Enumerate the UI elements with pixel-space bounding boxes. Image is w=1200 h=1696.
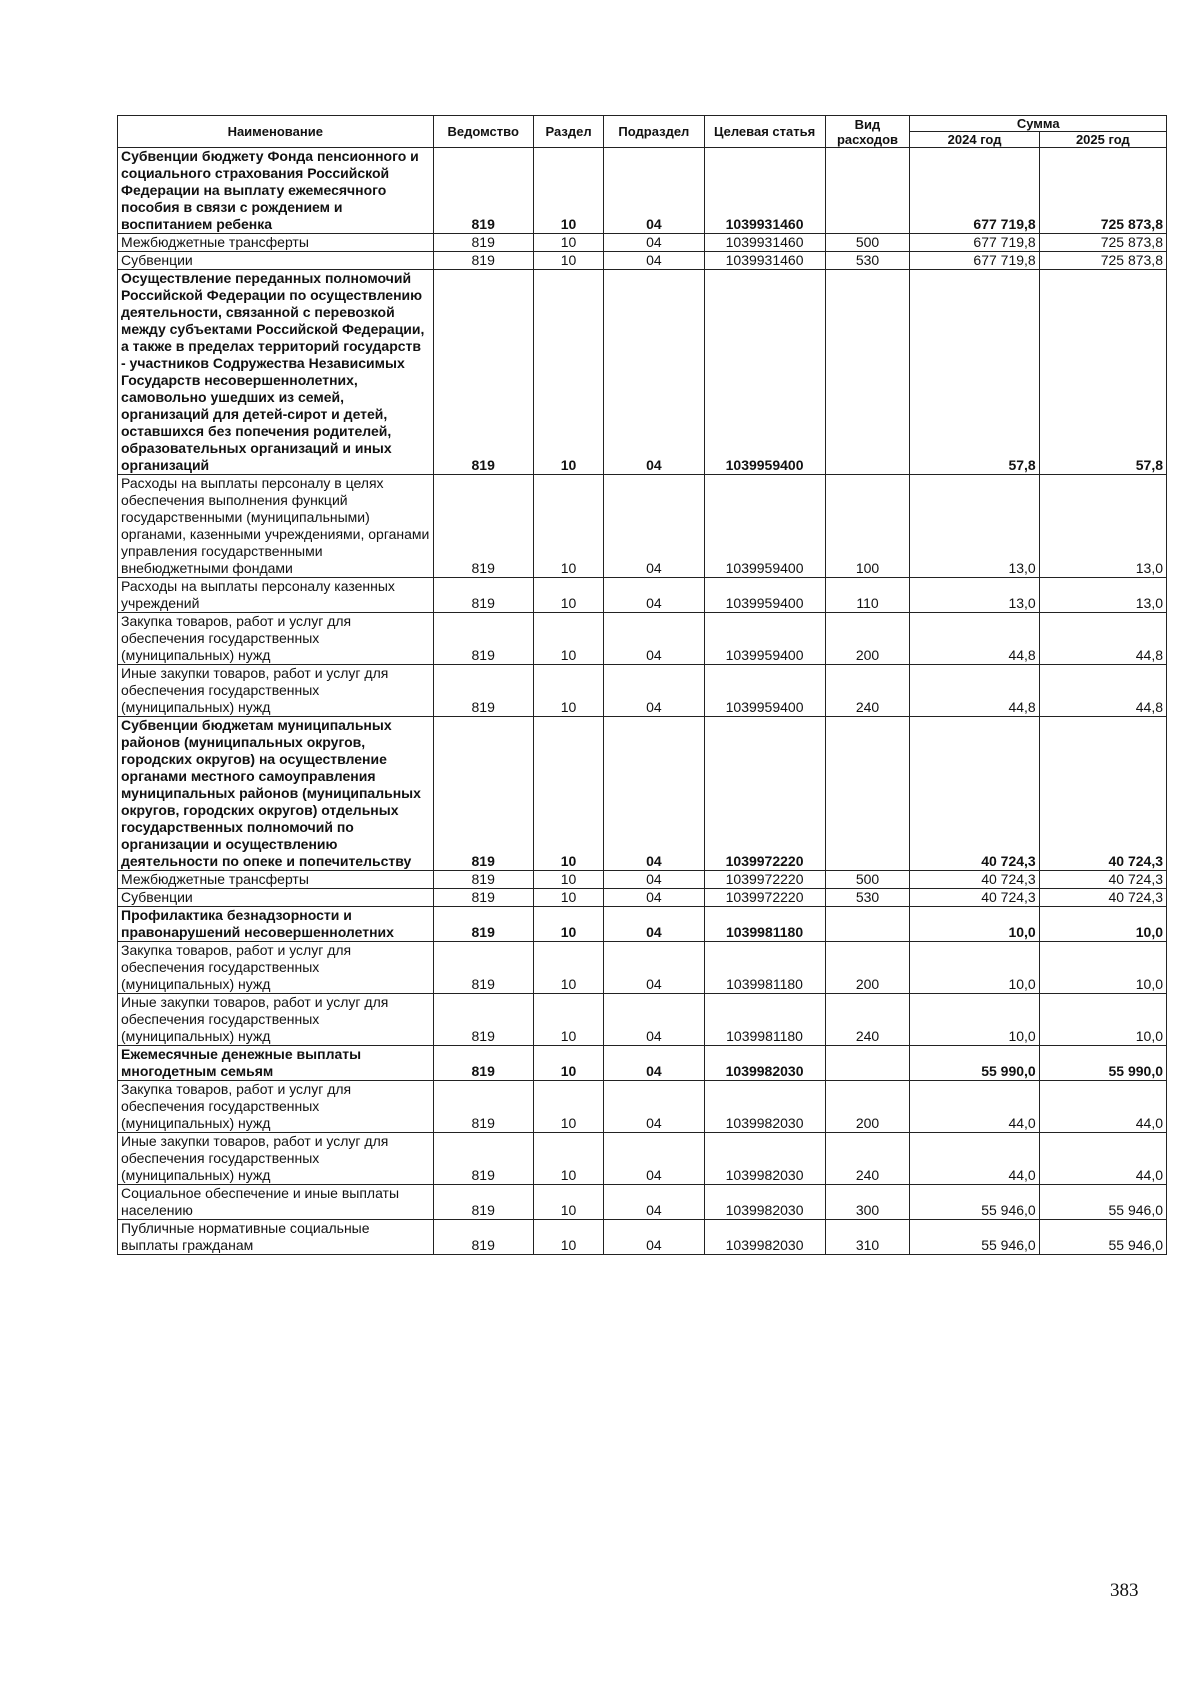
row-razdel-cell: 10 [533,665,603,717]
row-name-cell: Публичные нормативные социальные выплаты гражданам [118,1220,434,1255]
table-row [118,907,1167,942]
row-podrazdel-cell: 04 [604,942,704,994]
row-vid-rashodov-cell: 100 [825,475,910,578]
row-celevaya-statya-cell: 1039981180 [704,942,825,994]
row-celevaya-statya-cell: 1039982030 [704,1220,825,1255]
table-row [118,1081,1167,1133]
row-vid-rashodov-cell: 200 [825,942,910,994]
row-vid-rashodov-cell: 300 [825,1185,910,1220]
header-celevaya-statya: Целевая статья [704,116,825,148]
table-row [118,613,1167,665]
row-podrazdel-cell: 04 [604,1220,704,1255]
row-vid-rashodov-cell: 240 [825,1133,910,1185]
header-podrazdel: Подраздел [604,116,704,148]
row-sum-2024-cell: 55 946,0 [910,1185,1039,1220]
row-razdel-cell: 10 [533,942,603,994]
row-name-cell: Расходы на выплаты персоналу в целях обеспечения выполнения функций государственными (муниципальными) органами, казенными учреждениями, органами управления государственными внебюджетными фондами [118,475,434,578]
row-razdel-cell: 10 [533,717,603,871]
row-celevaya-statya-cell: 1039972220 [704,871,825,889]
row-vid-rashodov-cell: 240 [825,994,910,1046]
row-vid-rashodov-cell: 530 [825,889,910,907]
row-celevaya-statya-cell: 1039959400 [704,665,825,717]
page-number: 383 [1110,1580,1139,1601]
row-sum-2025-cell: 10,0 [1039,942,1166,994]
row-razdel-cell: 10 [533,234,603,252]
row-name-cell: Субвенции [118,252,434,270]
table-row [118,234,1167,252]
row-name-cell: Расходы на выплаты персоналу казенных учреждений [118,578,434,613]
table-header [118,116,1167,148]
row-vedomstvo-cell: 819 [433,871,533,889]
row-razdel-cell: 10 [533,148,603,234]
row-sum-2024-cell: 55 990,0 [910,1046,1039,1081]
row-razdel-cell: 10 [533,1133,603,1185]
row-sum-2025-cell: 725 873,8 [1039,148,1166,234]
row-podrazdel-cell: 04 [604,665,704,717]
row-sum-2025-cell: 40 724,3 [1039,889,1166,907]
row-vid-rashodov-cell [825,717,910,871]
table-row [118,871,1167,889]
row-razdel-cell: 10 [533,907,603,942]
row-vid-rashodov-cell: 530 [825,252,910,270]
row-podrazdel-cell: 04 [604,717,704,871]
row-vedomstvo-cell: 819 [433,942,533,994]
row-sum-2025-cell: 13,0 [1039,475,1166,578]
row-celevaya-statya-cell: 1039931460 [704,148,825,234]
row-sum-2025-cell: 44,0 [1039,1081,1166,1133]
row-name-cell: Социальное обеспечение и иные выплаты населению [118,1185,434,1220]
row-name-cell: Иные закупки товаров, работ и услуг для обеспечения государственных (муниципальных) нужд [118,994,434,1046]
row-name-cell: Иные закупки товаров, работ и услуг для обеспечения государственных (муниципальных) нужд [118,665,434,717]
row-name-cell: Закупка товаров, работ и услуг для обеспечения государственных (муниципальных) нужд [118,613,434,665]
row-sum-2025-cell: 725 873,8 [1039,252,1166,270]
row-sum-2025-cell: 725 873,8 [1039,234,1166,252]
row-vid-rashodov-cell: 310 [825,1220,910,1255]
row-name-cell: Профилактика безнадзорности и правонарушений несовершеннолетних [118,907,434,942]
row-vedomstvo-cell: 819 [433,252,533,270]
row-vid-rashodov-cell: 110 [825,578,910,613]
row-sum-2024-cell: 44,0 [910,1081,1039,1133]
row-sum-2024-cell: 13,0 [910,475,1039,578]
table-row [118,1185,1167,1220]
header-vedomstvo: Ведомство [433,116,533,148]
row-name-cell: Межбюджетные трансферты [118,871,434,889]
row-podrazdel-cell: 04 [604,907,704,942]
table-row [118,1133,1167,1185]
row-sum-2024-cell: 10,0 [910,942,1039,994]
row-sum-2024-cell: 44,8 [910,665,1039,717]
row-vid-rashodov-cell [825,270,910,475]
row-celevaya-statya-cell: 1039981180 [704,994,825,1046]
row-podrazdel-cell: 04 [604,871,704,889]
table-row [118,578,1167,613]
table-row [118,994,1167,1046]
row-razdel-cell: 10 [533,475,603,578]
row-vedomstvo-cell: 819 [433,889,533,907]
row-vedomstvo-cell: 819 [433,907,533,942]
row-vedomstvo-cell: 819 [433,1185,533,1220]
row-sum-2025-cell: 55 946,0 [1039,1185,1166,1220]
table-row [118,1046,1167,1081]
row-sum-2025-cell: 44,8 [1039,665,1166,717]
row-vedomstvo-cell: 819 [433,1046,533,1081]
table-row [118,270,1167,475]
row-vedomstvo-cell: 819 [433,1133,533,1185]
row-celevaya-statya-cell: 1039982030 [704,1081,825,1133]
header-vid-rashodov: Вид расходов [825,116,910,148]
row-celevaya-statya-cell: 1039972220 [704,889,825,907]
row-name-cell: Осуществление переданных полномочий Российской Федерации по осуществлению деятельности, связанной с перевозкой между субъектами Российской Федерации, а также в пределах территорий государств - участников Содружества Независимых Государств несовершеннолетних, самовольно ушедших из семей, организаций для детей-сирот и детей, оставшихся без попечения родителей, образовательных организаций и иных организаций [118,270,434,475]
row-sum-2024-cell: 10,0 [910,994,1039,1046]
row-vedomstvo-cell: 819 [433,717,533,871]
row-celevaya-statya-cell: 1039982030 [704,1046,825,1081]
row-razdel-cell: 10 [533,1046,603,1081]
row-sum-2025-cell: 44,8 [1039,613,1166,665]
row-name-cell: Межбюджетные трансферты [118,234,434,252]
row-sum-2025-cell: 55 990,0 [1039,1046,1166,1081]
table-row [118,252,1167,270]
row-sum-2025-cell: 13,0 [1039,578,1166,613]
row-podrazdel-cell: 04 [604,148,704,234]
header-year-2024: 2024 год [910,132,1039,148]
row-sum-2025-cell: 44,0 [1039,1133,1166,1185]
row-sum-2024-cell: 13,0 [910,578,1039,613]
table-row [118,475,1167,578]
row-razdel-cell: 10 [533,578,603,613]
row-sum-2024-cell: 677 719,8 [910,252,1039,270]
row-celevaya-statya-cell: 1039972220 [704,717,825,871]
row-name-cell: Иные закупки товаров, работ и услуг для обеспечения государственных (муниципальных) нужд [118,1133,434,1185]
row-sum-2024-cell: 44,8 [910,613,1039,665]
row-sum-2025-cell: 10,0 [1039,907,1166,942]
table-body [118,148,1167,1255]
row-name-cell: Ежемесячные денежные выплаты многодетным семьям [118,1046,434,1081]
row-vid-rashodov-cell: 200 [825,613,910,665]
row-razdel-cell: 10 [533,1081,603,1133]
header-summa: Сумма [910,116,1167,132]
row-vedomstvo-cell: 819 [433,270,533,475]
table-row [118,942,1167,994]
row-razdel-cell: 10 [533,1220,603,1255]
row-sum-2025-cell: 40 724,3 [1039,871,1166,889]
row-podrazdel-cell: 04 [604,1081,704,1133]
row-razdel-cell: 10 [533,871,603,889]
row-sum-2024-cell: 40 724,3 [910,889,1039,907]
row-name-cell: Закупка товаров, работ и услуг для обеспечения государственных (муниципальных) нужд [118,942,434,994]
row-podrazdel-cell: 04 [604,270,704,475]
row-celevaya-statya-cell: 1039959400 [704,270,825,475]
row-vedomstvo-cell: 819 [433,665,533,717]
row-vedomstvo-cell: 819 [433,234,533,252]
row-vid-rashodov-cell [825,907,910,942]
row-podrazdel-cell: 04 [604,889,704,907]
row-vedomstvo-cell: 819 [433,148,533,234]
row-name-cell: Закупка товаров, работ и услуг для обеспечения государственных (муниципальных) нужд [118,1081,434,1133]
row-vid-rashodov-cell: 240 [825,665,910,717]
row-celevaya-statya-cell: 1039982030 [704,1185,825,1220]
header-year-2025: 2025 год [1039,132,1166,148]
row-name-cell: Субвенции бюджетам муниципальных районов (муниципальных округов, городских округов) на осуществление органами местного самоуправления муниципальных районов (муниципальных округов, городских округов) отдельных государственных полномочий по организации и осуществлению деятельности по опеке и попечительству [118,717,434,871]
row-vedomstvo-cell: 819 [433,613,533,665]
header-name: Наименование [118,116,434,148]
row-podrazdel-cell: 04 [604,578,704,613]
row-celevaya-statya-cell: 1039982030 [704,1133,825,1185]
table-row [118,665,1167,717]
table-row [118,717,1167,871]
row-name-cell: Субвенции [118,889,434,907]
row-razdel-cell: 10 [533,994,603,1046]
row-vedomstvo-cell: 819 [433,578,533,613]
row-razdel-cell: 10 [533,889,603,907]
row-razdel-cell: 10 [533,613,603,665]
row-sum-2024-cell: 44,0 [910,1133,1039,1185]
row-vid-rashodov-cell: 200 [825,1081,910,1133]
row-sum-2024-cell: 677 719,8 [910,234,1039,252]
budget-table [117,115,1167,1255]
row-celevaya-statya-cell: 1039959400 [704,475,825,578]
row-podrazdel-cell: 04 [604,613,704,665]
row-vid-rashodov-cell [825,148,910,234]
row-sum-2024-cell: 55 946,0 [910,1220,1039,1255]
row-podrazdel-cell: 04 [604,1046,704,1081]
row-name-cell: Субвенции бюджету Фонда пенсионного и социального страхования Российской Федерации на выплату ежемесячного пособия в связи с рождением и воспитанием ребенка [118,148,434,234]
row-sum-2025-cell: 40 724,3 [1039,717,1166,871]
row-vid-rashodov-cell: 500 [825,234,910,252]
table-row [118,148,1167,234]
row-celevaya-statya-cell: 1039931460 [704,252,825,270]
row-podrazdel-cell: 04 [604,994,704,1046]
row-sum-2025-cell: 57,8 [1039,270,1166,475]
row-sum-2024-cell: 10,0 [910,907,1039,942]
row-vedomstvo-cell: 819 [433,475,533,578]
row-sum-2024-cell: 57,8 [910,270,1039,475]
row-celevaya-statya-cell: 1039931460 [704,234,825,252]
row-podrazdel-cell: 04 [604,1185,704,1220]
table-row [118,889,1167,907]
row-podrazdel-cell: 04 [604,475,704,578]
row-sum-2024-cell: 677 719,8 [910,148,1039,234]
row-podrazdel-cell: 04 [604,252,704,270]
row-sum-2024-cell: 40 724,3 [910,717,1039,871]
row-sum-2024-cell: 40 724,3 [910,871,1039,889]
row-podrazdel-cell: 04 [604,1133,704,1185]
row-podrazdel-cell: 04 [604,234,704,252]
table-row [118,1220,1167,1255]
row-celevaya-statya-cell: 1039959400 [704,578,825,613]
row-vedomstvo-cell: 819 [433,1081,533,1133]
row-sum-2025-cell: 55 946,0 [1039,1220,1166,1255]
row-razdel-cell: 10 [533,1185,603,1220]
row-razdel-cell: 10 [533,270,603,475]
row-vedomstvo-cell: 819 [433,994,533,1046]
row-vid-rashodov-cell: 500 [825,871,910,889]
row-celevaya-statya-cell: 1039959400 [704,613,825,665]
header-razdel: Раздел [533,116,603,148]
row-celevaya-statya-cell: 1039981180 [704,907,825,942]
row-vid-rashodov-cell [825,1046,910,1081]
row-sum-2025-cell: 10,0 [1039,994,1166,1046]
row-razdel-cell: 10 [533,252,603,270]
row-vedomstvo-cell: 819 [433,1220,533,1255]
